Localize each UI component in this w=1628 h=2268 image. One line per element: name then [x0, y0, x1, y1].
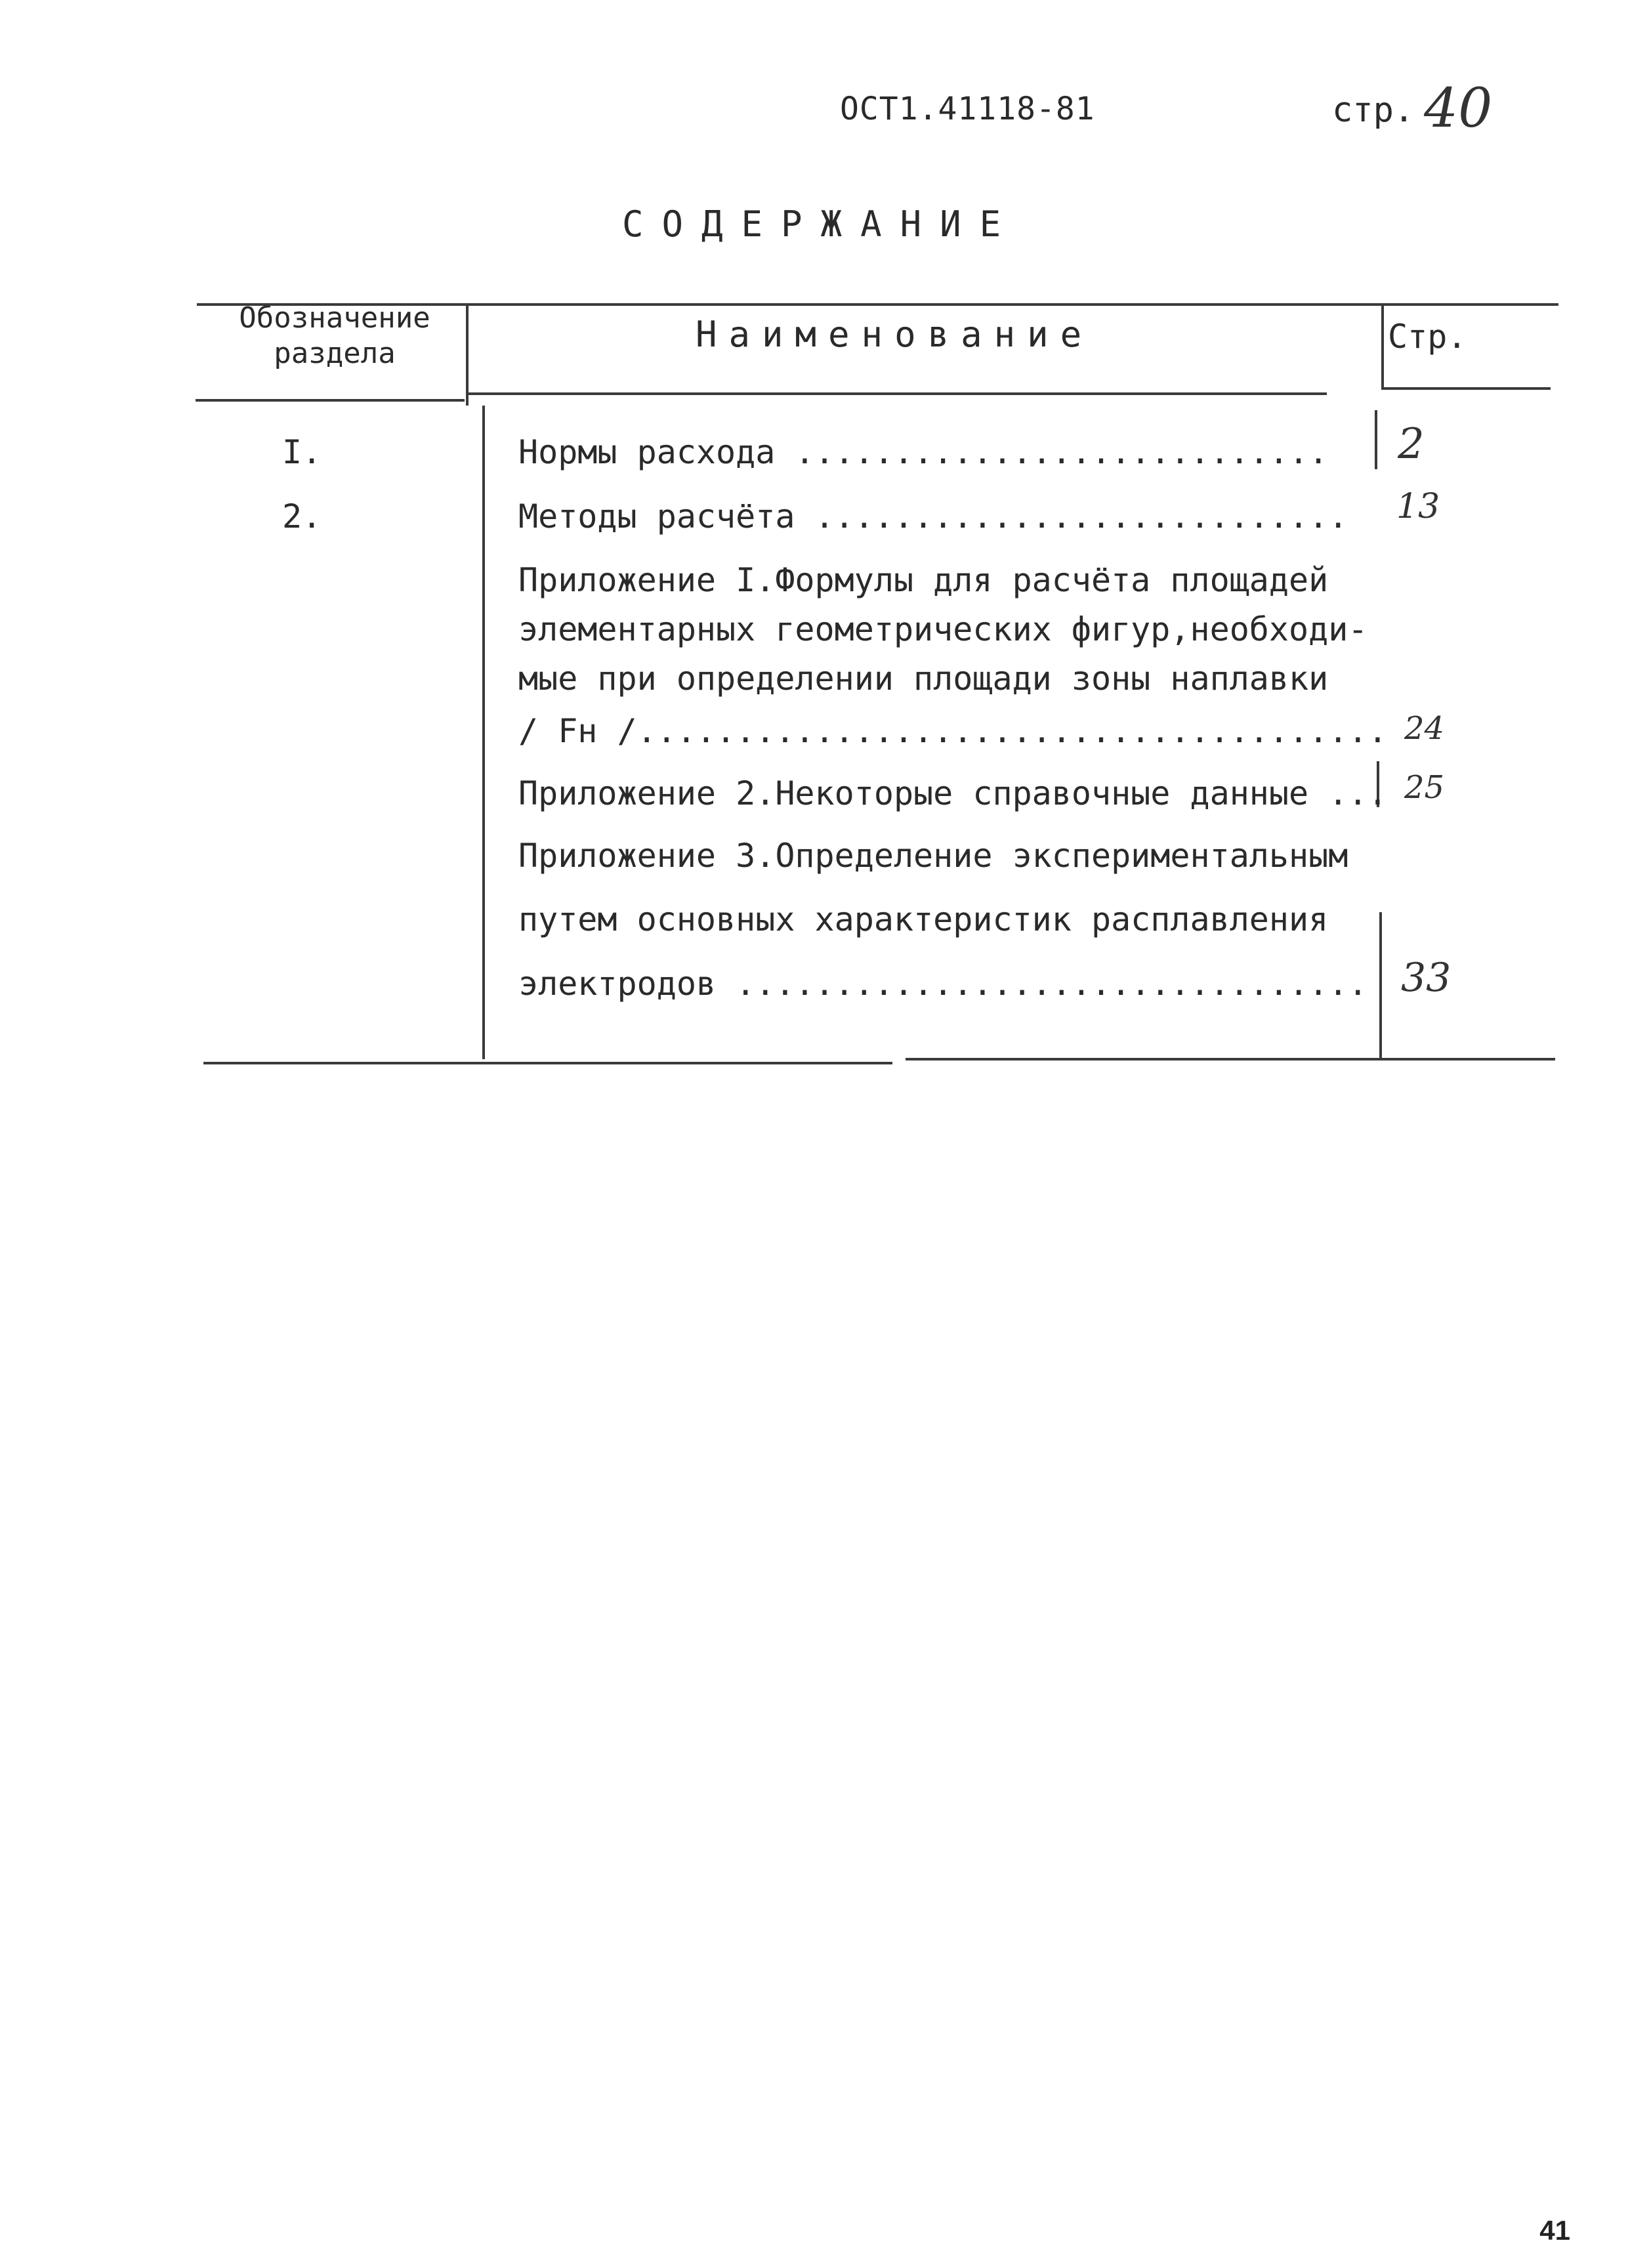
appendix-1-line-1: Приложение I.Формулы для расчёта площадей	[518, 561, 1329, 599]
sheet-page-number: 41	[1539, 2215, 1570, 2246]
document-code: ОСТ1.41118-81	[840, 91, 1095, 127]
appendix-3-line-3: электродов ................................	[518, 965, 1368, 1003]
column-divider-2-body-c	[1379, 912, 1382, 1059]
header-page: Стр.	[1388, 318, 1467, 356]
appendix-2-line-1: Приложение 2.Некоторые справочные данные ...	[518, 774, 1388, 812]
row-2-title: Методы расчёта ...........................	[518, 497, 1348, 536]
appendix-1-line-4: / Fн /......................................	[518, 712, 1388, 750]
appendix-2-page: 25	[1404, 769, 1445, 806]
table-bottom-rule-right	[906, 1058, 1555, 1060]
row-2-section: 2.	[282, 497, 322, 536]
column-divider-2-body-a	[1375, 410, 1377, 469]
column-divider-1-body	[482, 406, 485, 1059]
header-bottom-rule-left	[196, 399, 465, 402]
header-section-designation: Обозначение раздела	[239, 301, 430, 370]
appendix-1-line-2: элементарных геометрических фигур,необходи-	[518, 610, 1368, 648]
page-title: СОДЕРЖАНИЕ	[622, 203, 1020, 245]
header-bottom-rule-right	[1383, 387, 1551, 390]
row-1-page: 2	[1398, 420, 1425, 469]
header-bottom-rule-middle	[467, 392, 1327, 395]
page-label: стр.	[1332, 91, 1415, 130]
appendix-3-page: 33	[1401, 955, 1451, 1001]
appendix-1-page: 24	[1404, 710, 1445, 747]
handwritten-page-number: 40	[1424, 77, 1493, 140]
header-name: Наименование	[696, 314, 1094, 355]
column-divider-2	[1381, 303, 1384, 390]
appendix-1-line-3: мые при определении площади зоны наплавки	[518, 660, 1329, 698]
appendix-3-line-2: путем основных характеристик расплавления	[518, 900, 1329, 938]
table-bottom-rule-left	[203, 1062, 892, 1064]
row-1-section: I.	[282, 433, 322, 471]
row-2-page: 13	[1396, 487, 1440, 526]
row-1-title: Нормы расхода ...........................	[518, 433, 1329, 471]
appendix-3-line-1: Приложение 3.Определение экспериментальным	[518, 837, 1348, 875]
